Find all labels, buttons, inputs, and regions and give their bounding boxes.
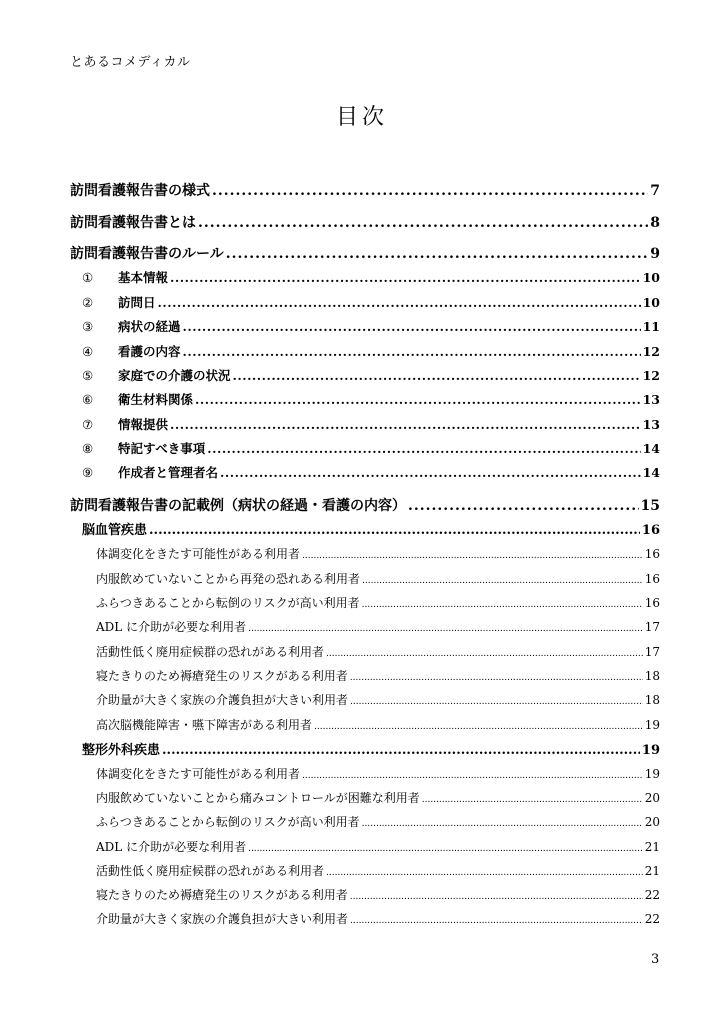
leader-dots [362, 819, 643, 829]
toc-page-number: 19 [644, 767, 660, 781]
leader-dots [302, 771, 643, 781]
toc-entry-label: 介助量が大きく家族の介護負担が大きい利用者 [96, 912, 349, 926]
circled-number: ⑨ [82, 465, 94, 480]
leader-dots [149, 523, 640, 538]
toc-entry-label: 訪問看護報告書の記載例（病状の経過・看護の内容） [70, 498, 406, 514]
leader-dots [362, 576, 643, 586]
circled-number: ⑧ [82, 441, 94, 456]
toc-subentry[interactable] [82, 342, 660, 360]
leader-dots [183, 344, 641, 359]
toc-case-entry[interactable] [96, 691, 660, 708]
toc-page-number: 9 [650, 246, 660, 262]
toc-page-number: 13 [642, 417, 660, 432]
toc-page-number: 8 [650, 215, 660, 231]
toc-page-number: 22 [644, 888, 660, 902]
toc-case-entry[interactable] [96, 910, 660, 927]
toc-entry-label: 訪問看護報告書の様式 [70, 183, 210, 199]
toc-page-number: 18 [644, 693, 660, 707]
toc-page-number: 16 [644, 547, 660, 561]
leader-dots [226, 246, 649, 262]
toc-subentry[interactable] [82, 293, 660, 311]
circled-number: ④ [82, 344, 94, 359]
toc-case-entry[interactable] [96, 594, 660, 611]
toc-entry-format[interactable] [70, 180, 660, 200]
toc-entry-label: ADL に介助が必要な利用者 [96, 840, 247, 854]
toc-case-entry[interactable] [96, 838, 660, 855]
toc-case-entry[interactable] [96, 789, 660, 806]
toc-page-number: 7 [650, 183, 660, 199]
toc-subentry[interactable] [82, 463, 660, 481]
leader-dots [408, 498, 639, 514]
toc-page-number: 13 [642, 392, 660, 407]
leader-dots [233, 368, 641, 383]
toc-page-number: 20 [644, 815, 660, 829]
toc-entry-label: 内服飲めていないことから痛みコントロールが困難な利用者 [96, 791, 420, 805]
toc-page-number: 14 [642, 441, 660, 456]
leader-dots [302, 551, 643, 561]
toc-case-entry[interactable] [96, 545, 660, 562]
toc-entry-label: ふらつきあることから転倒のリスクが高い利用者 [96, 596, 360, 610]
leader-dots [422, 795, 643, 805]
toc-page-number: 16 [644, 596, 660, 610]
toc-entry-label: 高次脳機能障害・嚥下障害がある利用者 [96, 718, 313, 732]
toc-entry-about[interactable] [70, 212, 660, 232]
toc-entry-label: 活動性低く廃用症候群の恐れがある利用者 [96, 645, 325, 659]
leader-dots [183, 319, 641, 334]
toc-entry-rules[interactable] [70, 243, 660, 263]
toc-entry-label: 体調変化をきたす可能性がある利用者 [96, 767, 301, 781]
toc-page-number: 19 [641, 743, 660, 758]
toc-case-entry[interactable] [96, 643, 660, 660]
leader-dots [170, 270, 641, 285]
page-title: 目次 [335, 105, 388, 130]
leader-dots [248, 624, 643, 634]
toc-page-number: 14 [642, 465, 660, 480]
toc-entry-examples[interactable] [70, 495, 660, 515]
toc-entry-label: 訪問看護報告書のルール [70, 246, 224, 262]
leader-dots [195, 392, 641, 407]
toc-entry-label: 基本情報 [118, 270, 169, 285]
toc-entry-label: 体調変化をきたす可能性がある利用者 [96, 547, 301, 561]
leader-dots [158, 295, 641, 310]
leader-dots [350, 916, 643, 926]
toc-entry-label: 寝たきりのため褥瘡発生のリスクがある利用者 [96, 669, 348, 683]
toc-entry-label: 介助量が大きく家族の介護負担が大きい利用者 [96, 693, 349, 707]
leader-dots [326, 868, 643, 878]
toc-page-number: 16 [641, 523, 660, 538]
toc-entry-label: 衛生材料関係 [118, 392, 194, 407]
leader-dots [220, 465, 641, 480]
toc-case-entry[interactable] [96, 813, 660, 830]
toc-entry-label: 家庭での介護の状況 [118, 368, 231, 383]
toc-page-number: 10 [642, 270, 660, 285]
toc-entry-label: 情報提供 [118, 417, 169, 432]
toc-entry-label: 訪問日 [118, 295, 156, 310]
toc-entry-label: 作成者と管理者名 [118, 465, 219, 480]
leader-dots [362, 600, 643, 610]
toc-subentry[interactable] [82, 317, 660, 335]
toc-page-number: 18 [644, 669, 660, 683]
toc-subentry[interactable] [82, 390, 660, 408]
toc-entry-label: ADL に介助が必要な利用者 [96, 620, 247, 634]
toc-subentry[interactable] [82, 366, 660, 384]
toc-page-number: 11 [642, 319, 660, 334]
toc-page-number: 15 [640, 498, 660, 514]
toc-subentry[interactable] [82, 439, 660, 457]
toc-entry-label: 脳血管疾患 [82, 523, 148, 538]
toc-case-entry[interactable] [96, 886, 660, 903]
toc-entry-label: 整形外科疾患 [82, 743, 161, 758]
toc-case-entry[interactable] [96, 618, 660, 635]
toc-case-entry[interactable] [96, 667, 660, 684]
toc-entry-label: 特記すべき事項 [118, 441, 206, 456]
circled-number: ⑦ [82, 417, 94, 432]
toc-entry-label: 寝たきりのため褥瘡発生のリスクがある利用者 [96, 888, 348, 902]
toc-subentry[interactable] [82, 268, 660, 286]
toc-page-number: 21 [644, 840, 660, 854]
toc-case-entry[interactable] [96, 716, 660, 733]
toc-page-number: 19 [644, 718, 660, 732]
toc-entry-label: 訪問看護報告書とは [70, 215, 196, 231]
toc-entry-label: ふらつきあることから転倒のリスクが高い利用者 [96, 815, 360, 829]
toc-category-orthopedic[interactable] [82, 739, 660, 758]
circled-number: ⑤ [82, 368, 94, 383]
toc-subentry[interactable] [82, 415, 660, 433]
circled-number: ③ [82, 319, 94, 334]
circled-number: ① [82, 270, 94, 285]
toc-entry-label: 活動性低く廃用症候群の恐れがある利用者 [96, 864, 325, 878]
leader-dots [162, 743, 640, 758]
leader-dots [248, 844, 643, 854]
circled-number: ② [82, 295, 94, 310]
toc-page-number: 10 [642, 295, 660, 310]
leader-dots [314, 722, 643, 732]
toc-page-number: 22 [644, 912, 660, 926]
leader-dots [198, 215, 648, 231]
toc-entry-label: 内服飲めていないことから再発の恐れある利用者 [96, 572, 361, 586]
leader-dots [207, 441, 640, 456]
toc-page-number: 12 [642, 344, 660, 359]
leader-dots [212, 183, 648, 199]
toc-page-number: 16 [644, 572, 660, 586]
toc-entry-label: 病状の経過 [118, 319, 181, 334]
company-header: とあるコメディカル [70, 55, 191, 70]
leader-dots [350, 673, 643, 683]
page-number: 3 [651, 952, 660, 967]
leader-dots [350, 697, 643, 707]
toc-case-entry[interactable] [96, 570, 660, 587]
toc-page-number: 20 [644, 791, 660, 805]
toc-case-entry[interactable] [96, 862, 660, 879]
circled-number: ⑥ [82, 392, 94, 407]
toc-page-number: 21 [644, 864, 660, 878]
leader-dots [350, 892, 643, 902]
leader-dots [170, 417, 641, 432]
toc-entry-label: 看護の内容 [118, 344, 181, 359]
toc-page-number: 17 [644, 620, 660, 634]
toc-case-entry[interactable] [96, 765, 660, 782]
toc-category-cerebrovascular[interactable] [82, 519, 660, 538]
toc-page-number: 12 [642, 368, 660, 383]
leader-dots [326, 649, 643, 659]
toc-page-number: 17 [644, 645, 660, 659]
